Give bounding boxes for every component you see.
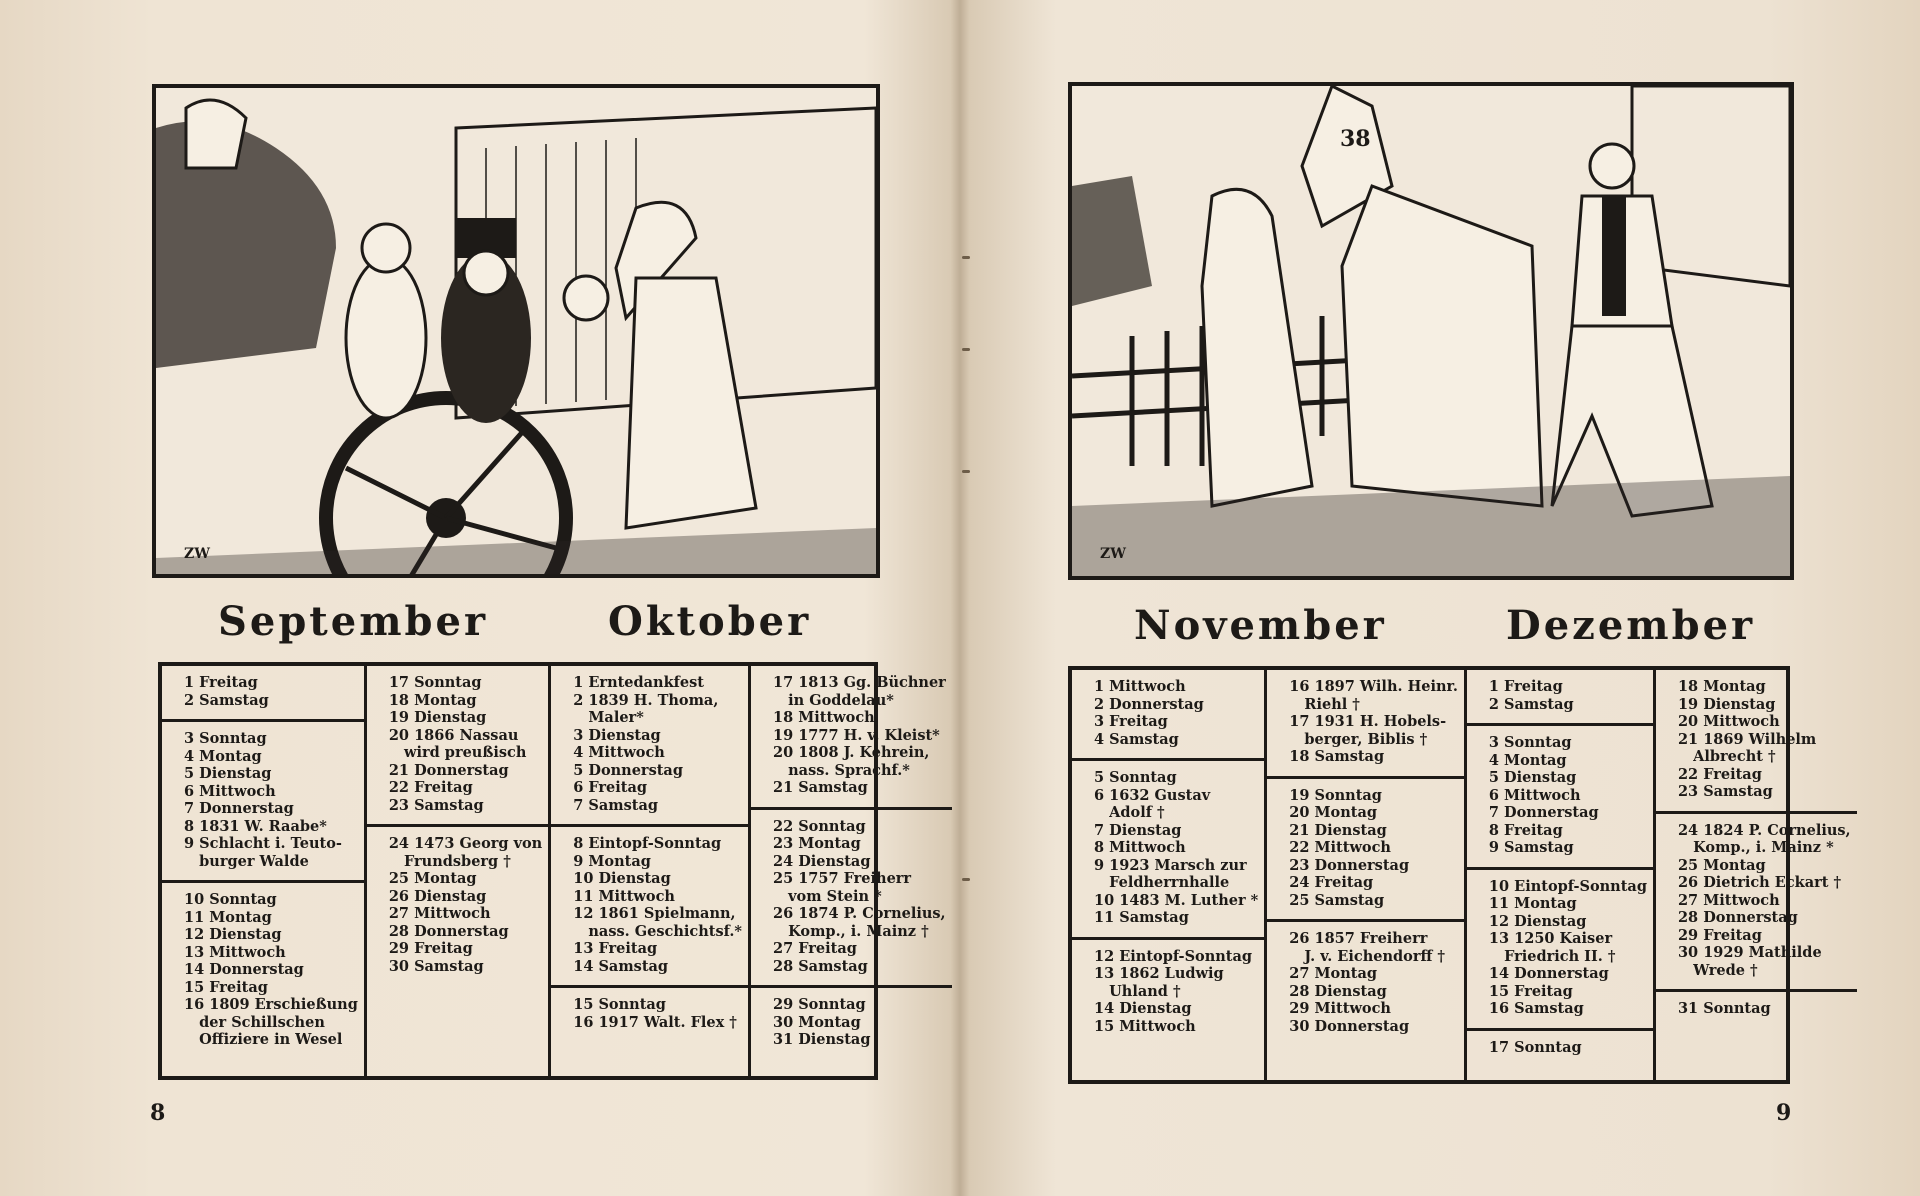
calendar-day-entry: 23 Samstag [388,796,484,814]
calendar-day-entry: 5 Dienstag [184,765,272,782]
calendar-day-entry: 28 Donnerstag [388,922,509,940]
calendar-day-entry: 8 Mittwoch [1094,839,1186,856]
calendar-day-entry: 22 Sonntag [772,817,866,835]
calendar-day-entry: 21 1869 Wilhelm [1677,730,1817,748]
calendar-week-block [1267,922,1464,1080]
calendar-day-entry: 4 Mittwoch [573,744,665,761]
calendar-week-block [367,827,548,1076]
calendar-day-entry: 8 Freitag [1488,821,1563,839]
calendar-week-block [1072,670,1264,761]
calendar-day-entry: 15 Freitag [184,978,268,996]
calendar-day-entry: 12 Eintopf-Sonntag [1094,947,1253,965]
calendar-day-entry: 17 Sonntag [388,674,482,691]
calendar-column [1072,670,1267,1080]
calendar-week-block [551,666,748,827]
calendar-column [551,666,751,1076]
month-title-september: September [218,598,489,645]
month-title-oktober: Oktober [608,598,812,645]
page-number-right: 9 [1776,1100,1792,1126]
calendar-day-entry: 12 1861 Spielmann, [573,905,736,922]
calendar-day-entry: 17 1931 H. Hobels- [1289,713,1447,730]
calendar-column [751,666,952,1076]
calendar-day-entry: 22 Freitag [388,779,473,796]
calendar-day-entry: 15 Mittwoch [1094,1017,1196,1035]
calendar-grid-right [1068,666,1851,1084]
page-number-left: 8 [150,1100,166,1126]
calendar-day-entry: 20 Montag [1289,804,1377,821]
calendar-day-entry: 28 Donnerstag [1677,909,1798,926]
calendar-day-entry: 26 1857 Freiherr [1289,930,1428,947]
calendar-week-block [551,988,748,1076]
carnival-procession-illustration [1072,86,1790,576]
calendar-day-entry: 18 Mittwoch [772,709,875,726]
calendar-day-entry: 6 1632 Gustav [1094,786,1211,804]
calendar-day-entry: wird preußisch [388,744,527,761]
calendar-column [1467,670,1656,1080]
calendar-day-entry: 11 Montag [1488,895,1577,912]
calendar-day-entry: 10 1483 M. Luther * [1094,891,1259,909]
village-scene-illustration [156,88,876,574]
calendar-day-entry: 24 1824 P. Cornelius, [1677,821,1851,839]
calendar-day-entry: 1 Mittwoch [1094,678,1186,695]
binding-stitch [962,256,970,259]
calendar-day-entry: 13 1862 Ludwig [1094,965,1224,982]
calendar-day-entry: Maler* [573,709,644,726]
calendar-day-entry: 9 Schlacht i. Teuto- [184,835,342,852]
calendar-day-entry: 20 1866 Nassau [388,726,519,744]
calendar-day-entry: 14 Dienstag [1094,1000,1192,1017]
calendar-day-entry: 23 Donnerstag [1289,856,1410,874]
calendar-day-entry: Riehl † [1289,695,1360,713]
calendar-day-entry: 30 Samstag [388,957,484,975]
calendar-day-entry: 18 Montag [1677,678,1766,695]
calendar-day-entry: 13 Freitag [573,940,658,957]
month-title-november: November [1134,602,1387,649]
calendar-week-block [1467,870,1653,1031]
calendar-grid-left [158,662,946,1080]
calendar-day-entry: vom Stein * [772,887,882,905]
calendar-day-entry: 20 1808 J. Kehrein, [772,744,930,761]
calendar-week-block [551,827,748,988]
calendar-day-entry: 10 Dienstag [573,870,671,887]
binding-stitch [962,348,970,351]
calendar-day-entry: burger Walde [184,852,309,870]
binding-stitch [962,470,970,473]
calendar-day-entry: 16 1897 Wilh. Heinr. [1289,678,1458,695]
calendar-day-entry: 22 Mittwoch [1289,839,1391,856]
calendar-day-entry: 26 Dienstag [388,887,487,905]
calendar-day-entry: 29 Freitag [1677,926,1762,944]
calendar-day-entry: 9 Montag [573,852,651,870]
calendar-day-entry: 27 Mittwoch [388,905,491,922]
month-title-dezember: Dezember [1506,602,1756,649]
calendar-week-block [1656,670,1857,814]
calendar-day-entry: 5 Dienstag [1488,769,1577,786]
calendar-week-block [751,988,952,1076]
calendar-day-entry: 10 Eintopf-Sonntag [1488,877,1647,895]
calendar-day-entry: 3 Sonntag [1488,734,1572,751]
calendar-day-entry: 1 Erntedankfest [573,674,704,691]
illustration-signature: ZW [184,546,210,562]
calendar-day-entry: 13 1250 Kaiser [1488,930,1613,947]
calendar-week-block [1656,992,1857,1080]
calendar-day-entry: 31 Sonntag [1677,1000,1771,1017]
binding-stitch [962,878,970,881]
calendar-day-entry: Wrede † [1677,961,1758,979]
calendar-day-entry: 29 Freitag [388,940,473,957]
calendar-day-entry: Albrecht † [1677,748,1776,765]
calendar-day-entry: 22 Freitag [1677,765,1762,783]
calendar-column [1267,670,1467,1080]
calendar-day-entry: 12 Dienstag [1488,912,1587,930]
calendar-day-entry: 20 Mittwoch [1677,713,1780,730]
calendar-day-entry: 7 Donnerstag [184,800,294,817]
calendar-column [1656,670,1857,1080]
calendar-day-entry: 4 Samstag [1094,730,1179,748]
calendar-day-entry: 30 1929 Mathilde [1677,944,1822,961]
calendar-day-entry: 21 Donnerstag [388,761,509,779]
calendar-day-entry: 18 Montag [388,691,477,709]
calendar-week-block [162,722,364,883]
calendar-day-entry: 4 Montag [1488,751,1567,769]
calendar-day-entry: 19 Dienstag [1677,695,1776,713]
calendar-day-entry: 27 Freitag [772,940,857,957]
calendar-day-entry: 11 Mittwoch [573,887,675,905]
calendar-day-entry: 25 Montag [388,870,477,887]
calendar-day-entry: 9 Samstag [1488,839,1574,856]
calendar-day-entry: 21 Samstag [772,779,868,796]
calendar-week-block [1072,761,1264,940]
calendar-day-entry: 5 Sonntag [1094,769,1177,786]
calendar-day-entry: 16 1917 Walt. Flex † [573,1013,737,1031]
calendar-day-entry: Offiziere in Wesel [184,1031,343,1048]
calendar-week-block [1467,1031,1653,1081]
calendar-week-block [751,810,952,989]
calendar-day-entry: J. v. Eichendorff † [1289,947,1445,965]
calendar-day-entry: 11 Montag [184,908,272,926]
calendar-day-entry: 2 Samstag [184,691,269,709]
illustration-left [152,84,880,578]
calendar-day-entry: 7 Donnerstag [1488,804,1599,821]
calendar-day-entry: 14 Donnerstag [1488,965,1609,982]
calendar-day-entry: 16 Samstag [1488,1000,1584,1017]
calendar-day-entry: 24 Dienstag [772,852,871,870]
calendar-day-entry: 23 Samstag [1677,783,1773,800]
calendar-week-block [162,666,364,722]
calendar-day-entry: 3 Sonntag [184,730,267,747]
calendar-week-block [751,666,952,810]
calendar-day-entry: 4 Montag [184,747,262,765]
calendar-day-entry: berger, Biblis † [1289,730,1428,748]
illustration-number: 38 [1340,126,1371,152]
calendar-day-entry: 19 Dienstag [388,709,487,726]
calendar-day-entry: 29 Mittwoch [1289,1000,1391,1017]
calendar-day-entry: Friedrich II. † [1488,947,1616,965]
calendar-day-entry: 1 Freitag [1488,678,1563,695]
calendar-day-entry: 18 Samstag [1289,748,1385,765]
calendar-day-entry: 11 Samstag [1094,909,1189,926]
calendar-day-entry: 10 Sonntag [184,891,277,908]
calendar-day-entry: Komp., i. Mainz † [772,922,929,940]
calendar-day-entry: 17 1813 Gg. Büchner [772,674,946,691]
calendar-day-entry: der Schillschen [184,1013,325,1031]
calendar-week-block [1467,670,1653,726]
calendar-day-entry: 2 Samstag [1488,695,1574,713]
calendar-day-entry: 15 Freitag [1488,982,1573,1000]
calendar-day-entry: 27 Montag [1289,965,1377,982]
calendar-day-entry: 2 Donnerstag [1094,695,1204,713]
calendar-day-entry: 24 1473 Georg von [388,835,543,852]
calendar-day-entry: 6 Mittwoch [1488,786,1581,804]
calendar-day-entry: 24 Freitag [1289,874,1374,891]
calendar-day-entry: 30 Montag [772,1013,861,1031]
calendar-day-entry: 31 Dienstag [772,1031,871,1048]
calendar-column [162,666,367,1076]
calendar-day-entry: 23 Montag [772,835,861,852]
calendar-day-entry: nass. Sprachf.* [772,761,910,779]
calendar-day-entry: 7 Dienstag [1094,821,1182,839]
calendar-day-entry: 12 Dienstag [184,926,282,943]
calendar-day-entry: 14 Donnerstag [184,961,304,978]
calendar-day-entry: 19 Sonntag [1289,786,1382,804]
calendar-day-entry: 28 Samstag [772,957,868,975]
calendar-day-entry: 15 Sonntag [573,996,666,1013]
calendar-day-entry: 14 Samstag [573,957,669,975]
calendar-day-entry: 8 Eintopf-Sonntag [573,835,722,852]
calendar-day-entry: 27 Mittwoch [1677,891,1780,909]
calendar-day-entry: 8 1831 W. Raabe* [184,817,327,835]
calendar-day-entry: 29 Sonntag [772,996,866,1013]
illustration-signature: ZW [1100,546,1126,562]
calendar-day-entry: 2 1839 H. Thoma, [573,691,719,709]
calendar-day-entry: 9 1923 Marsch zur [1094,856,1247,874]
calendar-day-entry: Frundsberg † [388,852,511,870]
calendar-day-entry: nass. Geschichtsf.* [573,922,742,940]
calendar-day-entry: Komp., i. Mainz * [1677,839,1834,856]
calendar-day-entry: 28 Dienstag [1289,982,1387,1000]
calendar-day-entry: 17 Sonntag [1488,1038,1582,1056]
calendar-day-entry: 25 Montag [1677,856,1766,874]
calendar-week-block [367,666,548,827]
calendar-day-entry: 1 Freitag [184,674,258,691]
calendar-day-entry: 26 1874 P. Cornelius, [772,905,946,922]
calendar-week-block [1267,670,1464,779]
calendar-day-entry: 7 Samstag [573,796,658,814]
calendar-day-entry: 5 Donnerstag [573,761,683,779]
calendar-day-entry: 13 Mittwoch [184,943,286,961]
calendar-day-entry: 6 Mittwoch [184,782,276,800]
calendar-day-entry: 21 Dienstag [1289,821,1387,839]
calendar-day-entry: Feldherrnhalle [1094,874,1230,891]
calendar-day-entry: 6 Freitag [573,779,648,796]
calendar-day-entry: 16 1809 Erschießung [184,996,358,1013]
calendar-week-block [1072,940,1264,1081]
calendar-day-entry: 3 Dienstag [573,726,661,744]
calendar-day-entry: 26 Dietrich Eckart † [1677,874,1842,891]
calendar-week-block [1467,726,1653,870]
calendar-day-entry: Uhland † [1094,982,1181,1000]
calendar-week-block [1656,814,1857,993]
calendar-week-block [162,883,364,1076]
calendar-column [367,666,551,1076]
calendar-day-entry: 25 1757 Freiherr [772,870,912,887]
calendar-day-entry: Adolf † [1094,804,1165,821]
illustration-right [1068,82,1794,580]
calendar-day-entry: 30 Donnerstag [1289,1017,1410,1035]
calendar-day-entry: 25 Samstag [1289,891,1385,909]
calendar-day-entry: 19 1777 H. v. Kleist* [772,726,940,744]
calendar-week-block [1267,779,1464,923]
calendar-day-entry: in Goddelau* [772,691,894,709]
calendar-day-entry: 3 Freitag [1094,713,1168,730]
